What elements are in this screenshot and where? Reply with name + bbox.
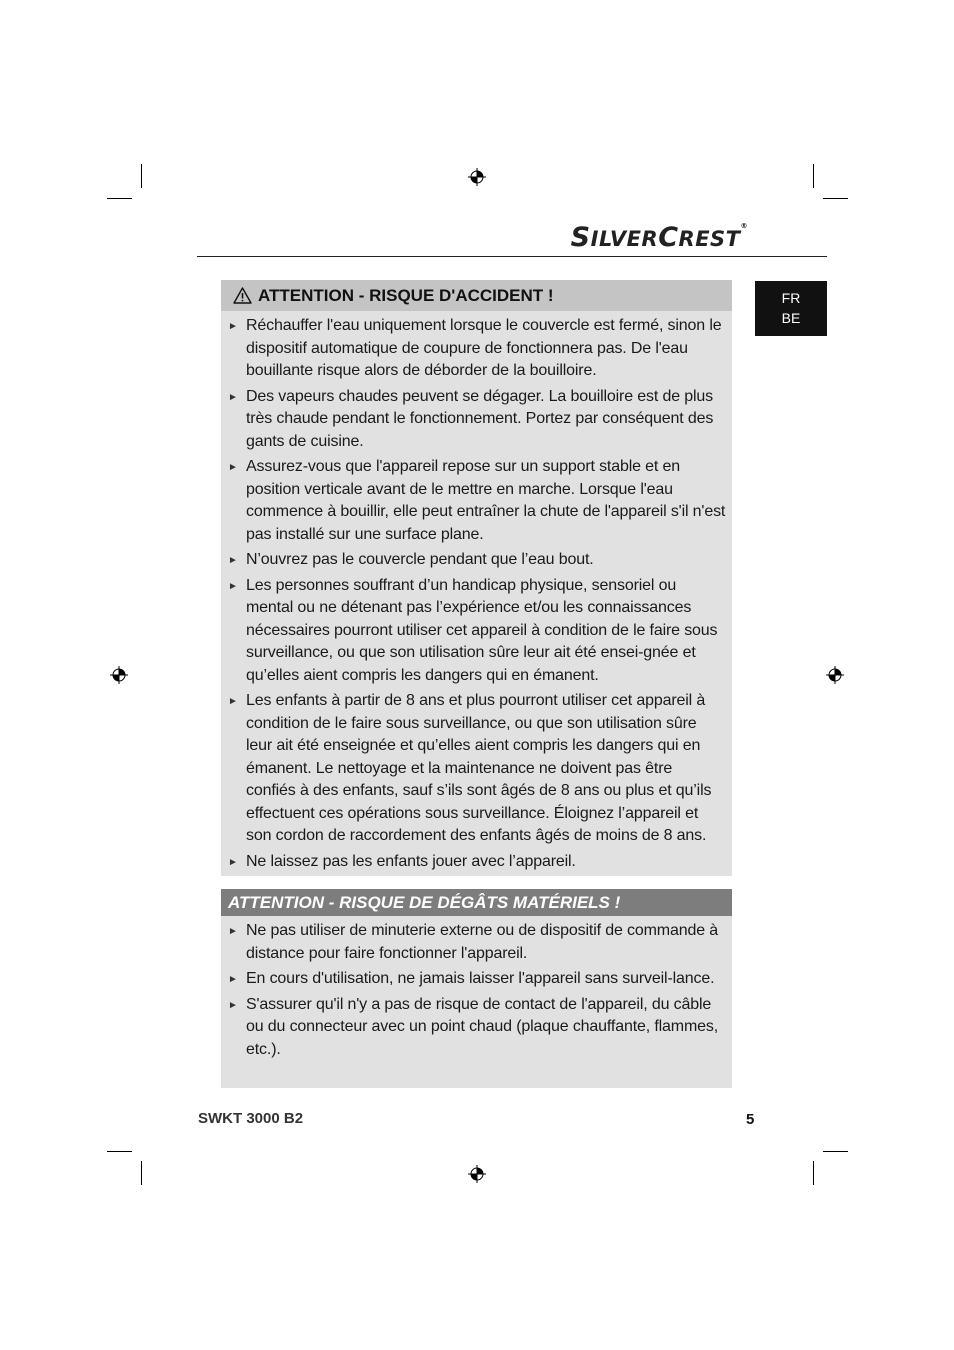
triangle-right-bullet-icon: ► <box>228 462 238 473</box>
warning-triangle-icon <box>233 287 252 304</box>
list-item: ► Ne laissez pas les enfants jouer avec l’appareil. <box>227 851 726 874</box>
material-damage-list <box>221 916 732 1061</box>
crop-mark <box>107 198 132 199</box>
accident-warning-section <box>221 280 732 876</box>
list-item: ► Assurez-vous que l'appareil repose sur un support stable et en position verticale avant de le mettre en marche. Lorsque l'eau commence à bouillir, elle peut entraîner la chute de l'appareil s'il n'est pas installé sur une surface plane. <box>228 458 726 543</box>
registration-mark-icon <box>826 666 844 684</box>
list-item: ► S'assurer qu'il n'y a pas de risque de contact de l'appareil, du câble ou du connecteur avec un point chaud (plaque chauffante, flammes, etc.). <box>228 995 719 1058</box>
triangle-right-bullet-icon: ► <box>228 974 238 985</box>
list-item: ► Des vapeurs chaudes peuvent se dégager. La bouilloire est de plus très chaude pendant le fonctionnement. Portez par conséquent des gants de cuisine. <box>228 387 714 450</box>
accident-warning-header <box>221 280 732 311</box>
list-item: ► Les personnes souffrant d’un handicap physique, sensoriel ou mental ou ne détenant pas l’expérience et/ou les connaissances nécessaires pourront utiliser cet appareil à condition de le faire sous surveillance, ou que son utilisation sûre leur ait été ensei-gnée et qu’elles aient compris les dangers qui en émanent. <box>228 576 718 684</box>
accident-warning-title: ATTENTION - RISQUE D'ACCIDENT ! <box>258 285 554 305</box>
list-item: ► Les enfants à partir de 8 ans et plus pourront utiliser cet appareil à condition de le faire sous surveillance, ou que son utilisation sûre leur ait été enseignée et qu’elles aient compris les dangers qui en émanent. Le nettoyage et la maintenance ne doivent pas être confiés à des enfants, sauf s’ils sont âgés de 8 ans ou plus et qu’ils effectuent ces opérations sous surveillance. Éloignez l’appareil et son cordon de raccordement des enfants âgés de moins de 8 ans. <box>228 692 712 844</box>
crop-mark <box>813 1161 814 1185</box>
triangle-right-bullet-icon: ► <box>228 856 238 868</box>
triangle-right-bullet-icon: ► <box>228 321 238 332</box>
registration-mark-icon <box>468 168 486 186</box>
triangle-right-bullet-icon: ► <box>228 926 238 937</box>
language-badge <box>755 281 827 336</box>
crop-mark <box>823 1151 848 1152</box>
triangle-right-bullet-icon: ► <box>228 391 238 403</box>
triangle-right-bullet-icon: ► <box>228 580 238 592</box>
material-damage-section <box>221 889 732 1088</box>
crop-mark <box>813 164 814 188</box>
page-number: 5 <box>746 1111 755 1128</box>
triangle-right-bullet-icon: ► <box>228 696 238 707</box>
language-code: BE <box>781 310 801 326</box>
model-number: SWKT 3000 B2 <box>198 1110 304 1127</box>
list-item: ► Réchauffer l'eau uniquement lorsque le couvercle est fermé, sinon le dispositif automatique de coupure de fonctionnera pas. De l'eau bouillante risque alors de déborder de la bouilloire. <box>228 317 722 379</box>
crop-mark <box>823 198 848 199</box>
header-rule <box>197 256 827 257</box>
language-code: FR <box>781 290 801 306</box>
material-damage-title: ATTENTION - RISQUE DE DÉGÂTS MATÉRIELS ! <box>228 892 621 912</box>
crop-mark <box>141 1161 142 1185</box>
material-damage-header <box>221 889 732 916</box>
brand-logo: SILVERCREST® <box>570 222 748 253</box>
list-item: ► N’ouvrez pas le couvercle pendant que l’eau bout. <box>227 549 726 572</box>
list-item: ► En cours d'utilisation, ne jamais laisser l'appareil sans surveil-lance. <box>227 968 726 991</box>
accident-warning-list <box>221 311 732 873</box>
crop-mark <box>141 164 142 188</box>
list-item: ► Ne pas utiliser de minuterie externe ou de dispositif de commande à distance pour faire fonctionner l'appareil. <box>228 922 718 962</box>
crop-mark <box>107 1151 132 1152</box>
triangle-right-bullet-icon: ► <box>228 999 238 1011</box>
triangle-right-bullet-icon: ► <box>228 555 238 566</box>
registration-mark-icon <box>110 666 128 684</box>
registration-mark-icon <box>468 1165 486 1183</box>
